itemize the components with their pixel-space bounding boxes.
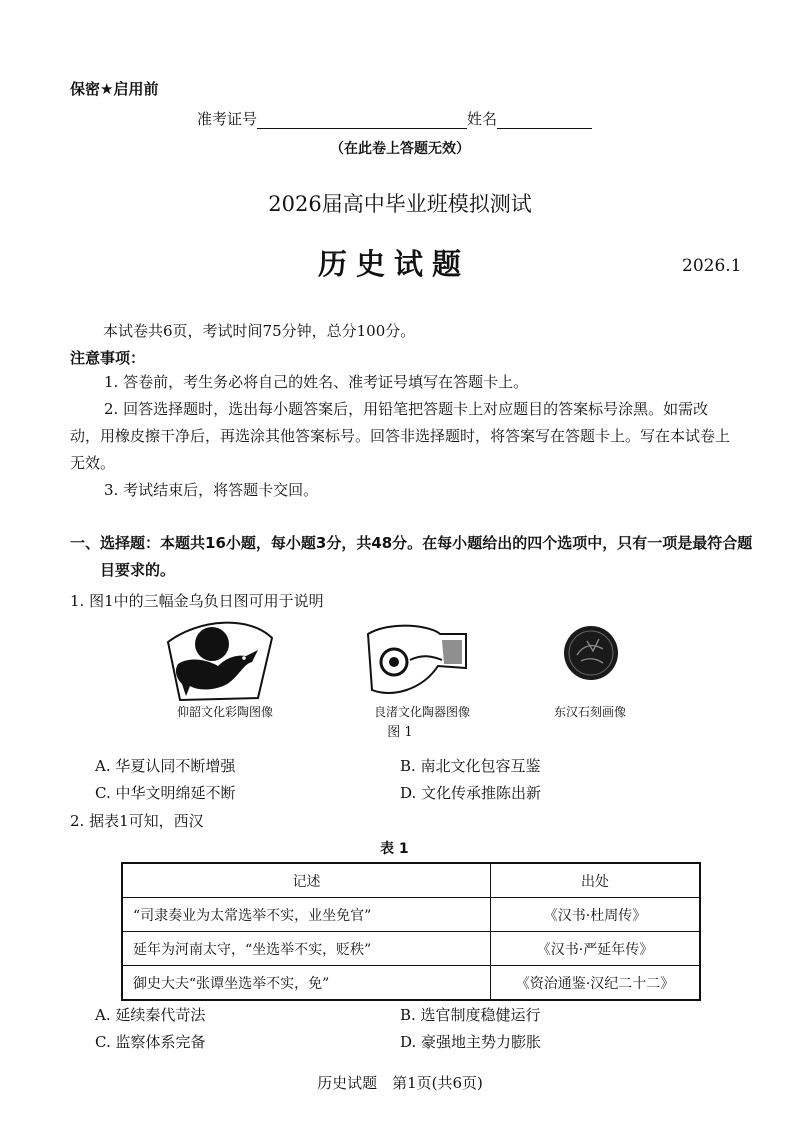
exam-info-line — [197, 108, 592, 129]
figure-caption-donghan: 东汉石刻画像 — [553, 705, 626, 719]
exam-title: 2026届高中毕业班模拟测试 — [268, 192, 532, 216]
liangzhu-pottery-image — [362, 620, 472, 702]
q2-option-c[interactable]: C. 监察体系完备 — [95, 1033, 206, 1051]
figure-caption-liangzhu: 良渚文化陶器图像 — [373, 705, 470, 719]
eastern-han-stone-carving-image — [563, 625, 619, 681]
table-cell-record: 延年为河南太守，“坐选举不实，贬秩” — [122, 932, 491, 966]
table-cell-source: 《汉书·杜周传》 — [491, 898, 701, 932]
table-1 — [121, 862, 701, 1001]
q2-option-a[interactable]: A. 延续秦代苛法 — [95, 1006, 206, 1024]
table-header-record: 记述 — [122, 863, 491, 898]
secret-label: 保密★启用前 — [70, 80, 159, 98]
q1-option-d[interactable]: D. 文化传承推陈出新 — [400, 784, 542, 802]
name-label: 姓名 — [467, 110, 498, 128]
q2-option-b[interactable]: B. 选官制度稳健运行 — [400, 1006, 541, 1024]
figure-label: 图 1 — [387, 725, 413, 740]
q1-option-b[interactable]: B. 南北文化包容互鉴 — [400, 757, 541, 775]
intro-text: 本试卷共6页，考试时间75分钟，总分100分。 — [103, 322, 416, 340]
q1-option-a[interactable]: A. 华夏认同不断增强 — [95, 757, 236, 775]
figure-caption-yangshao: 仰韶文化彩陶图像 — [176, 705, 273, 719]
table-cell-source: 《资治通鉴·汉纪二十二》 — [491, 966, 701, 1001]
exam-date: 2026.1 — [682, 256, 742, 276]
subject-title: 历史试题 — [317, 247, 470, 281]
q1-stem: 1. 图1中的三幅金乌负日图可用于说明 — [70, 592, 324, 610]
table-row — [122, 898, 700, 932]
name-field[interactable] — [497, 114, 592, 129]
header-note: （在此卷上答题无效） — [330, 141, 470, 157]
table-title: 表 1 — [380, 841, 409, 857]
exam-id-label: 准考证号 — [197, 110, 258, 128]
table-row — [122, 932, 700, 966]
table-cell-record: 御史大夫“张谭坐选举不实，免” — [122, 966, 491, 1001]
notice-item-1: 1. 答卷前，考生务必将自己的姓名、准考证号填写在答题卡上。 — [104, 373, 529, 391]
table-header-row — [122, 863, 700, 898]
yangshao-pottery-image — [160, 612, 280, 704]
table-cell-record: “司隶奏业为太常选举不实，业坐免官” — [122, 898, 491, 932]
table-header-source: 出处 — [491, 863, 701, 898]
notice-item-3: 3. 考试结束后，将答题卡交回。 — [104, 481, 319, 499]
notice-heading: 注意事项： — [70, 349, 146, 367]
q2-option-d[interactable]: D. 豪强地主势力膨胀 — [400, 1033, 542, 1051]
q2-stem: 2. 据表1可知，西汉 — [70, 812, 204, 830]
notice-list — [70, 369, 730, 504]
exam-id-field[interactable] — [257, 114, 467, 129]
notice-item-2: 2. 回答选择题时，选出每小题答案后，用铅笔把答题卡上对应题目的答案标号涂黑。如需改动，用橡皮擦干净后，再选涂其他答案标号。回答非选择题时，将答案写在答题卡上。写在本试卷上无效。 — [70, 400, 731, 472]
table-row — [122, 966, 700, 1001]
q1-option-c[interactable]: C. 中华文明绵延不断 — [95, 784, 236, 802]
section-heading: 一、选择题：本题共16小题，每小题3分，共48分。在每小题给出的四个选项中，只有一项是最符合题目要求的。 — [70, 534, 753, 579]
page-footer: 历史试题 第1页(共6页) — [317, 1074, 483, 1092]
table-cell-source: 《汉书·严延年传》 — [491, 932, 701, 966]
